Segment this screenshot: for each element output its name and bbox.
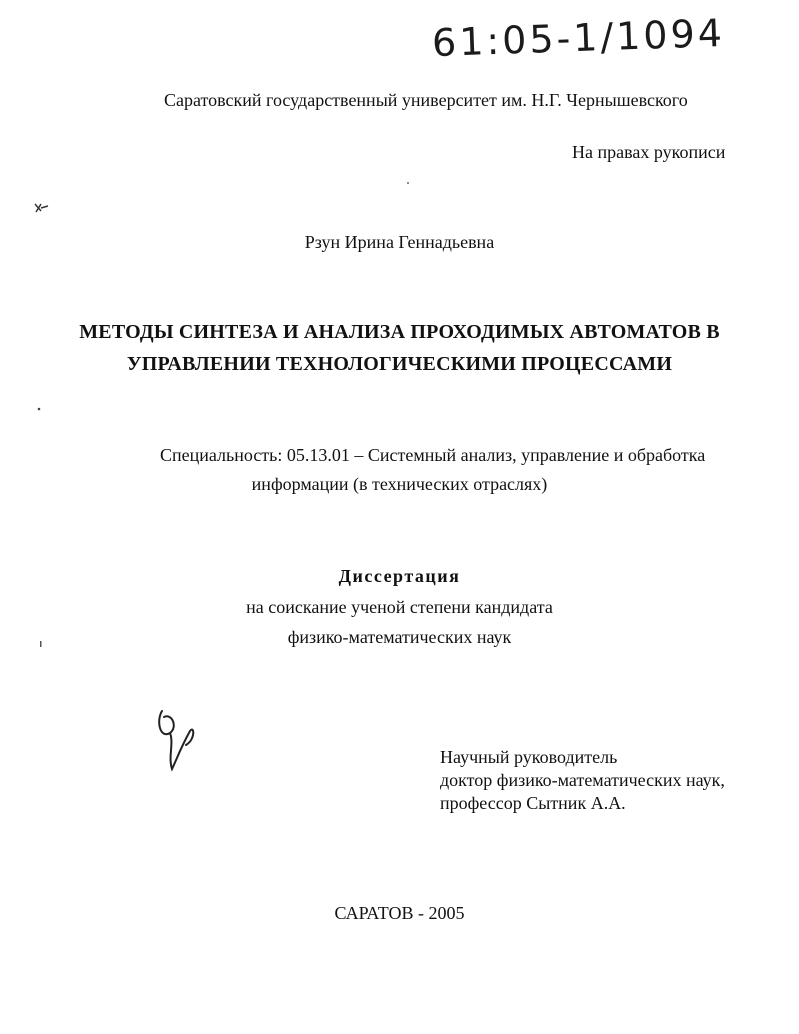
signature-mark <box>150 705 200 775</box>
scan-speck-2 <box>38 640 44 650</box>
degree-line-2: физико-математических наук <box>287 627 512 647</box>
city-year: САРАТОВ - 2005 <box>334 903 465 923</box>
supervisor-line-3: профессор Сытник А.А. <box>440 793 626 813</box>
rights-note: На правах рукописи <box>572 142 726 162</box>
supervisor-line-2: доктор физико-математических наук, <box>440 770 725 790</box>
scan-speck-1 <box>36 405 44 413</box>
dissertation-heading: Диссертация <box>338 566 461 586</box>
catalog-number: 61:05-1/1094 <box>431 10 726 66</box>
specialty-line-2: информации (в технических отраслях) <box>251 474 548 494</box>
specialty-line-1: Специальность: 05.13.01 – Системный анализ, управление и обработка <box>160 445 706 465</box>
supervisor-line-1: Научный руководитель <box>440 747 618 767</box>
scan-speck-3 <box>405 180 411 186</box>
degree-line-1: на соискание ученой степени кандидата <box>246 597 553 617</box>
scan-mark-left <box>32 200 52 216</box>
author-name: Рзун Ирина Геннадьевна <box>304 232 495 252</box>
university-name: Саратовский государственный университет им. Н.Г. Чернышевского <box>164 90 688 110</box>
title-line-2: УПРАВЛЕНИИ ТЕХНОЛОГИЧЕСКИМИ ПРОЦЕССАМИ <box>126 353 673 375</box>
title-line-1: МЕТОДЫ СИНТЕЗА И АНАЛИЗА ПРОХОДИМЫХ АВТОМАТОВ В <box>79 321 720 343</box>
